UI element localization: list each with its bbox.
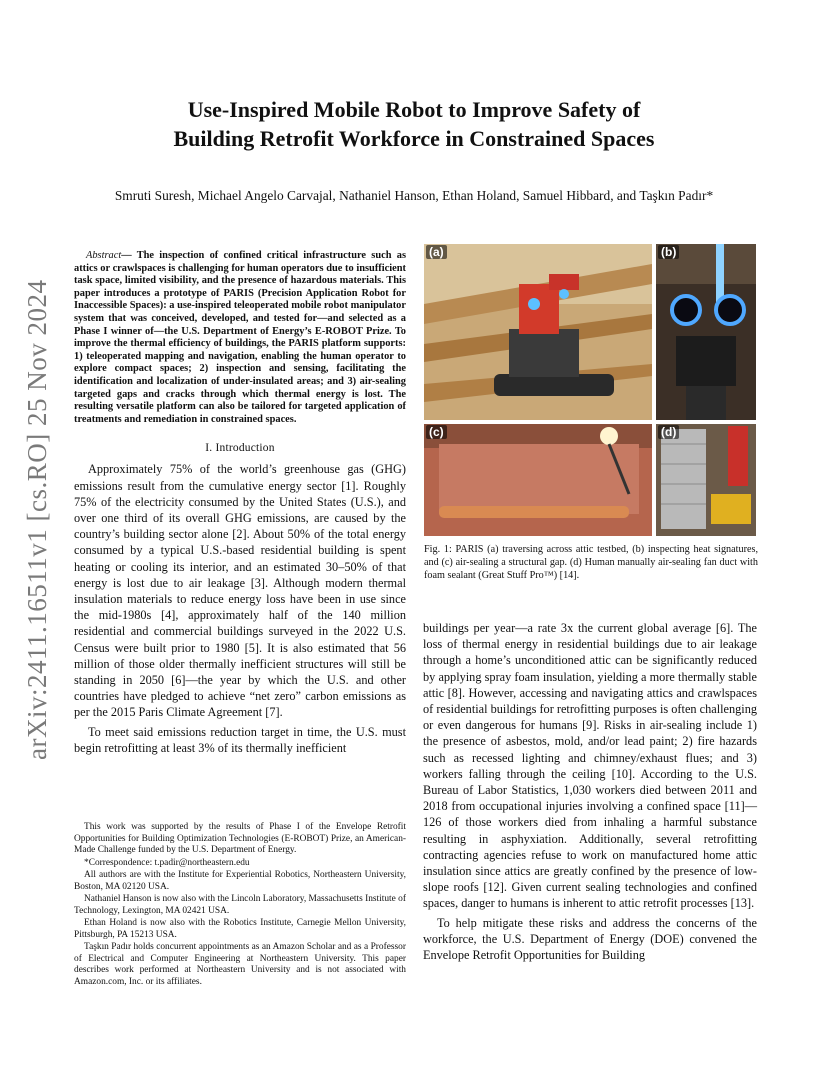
- footnote-holand: Ethan Holand is now also with the Robotics Institute, Carnegie Mellon University, Pittsburgh, PA 15213 USA.: [74, 918, 406, 940]
- footnotes: [74, 822, 406, 989]
- title-line-2: Building Retrofit Workforce in Constrained Spaces: [173, 126, 655, 151]
- paper-title: [100, 95, 728, 153]
- footnote-funding: This work was supported by the results of Phase I of the Envelope Retrofit Opportunities for Building Optimization Technologies (E-ROBOT) Prize, an American-Made Challenge funded by the U.S. Department of Energy.: [74, 822, 406, 855]
- robot-sensor-lights-photo: [656, 244, 756, 420]
- figure-1: [424, 244, 756, 536]
- right-paragraph-1: buildings per year—a rate 3x the current global average [6]. The loss of thermal energy in residential buildings due to air leakage through a home’s unconditioned attic can be significantly reduced by applying spray foam insulation, yielding a more thermally stable attic [8]. However, accessing and navigating attics and crawlspaces of residential buildings for retrofitting purposes is often challenging or even dangerous for humans [9]. Risks in air-sealing include 1) the presence of asbestos, mold, and/or lead paint; 2) fire hazards such as recessed lighting and chimney/exhaust flues; and 3) workers falling through the ceiling [10]. According to the U.S. Bureau of Labor Statistics, 1,030 workers died between 2011 and 2018 from occupational injuries involving a confined space [11]—126 of those workers died from inhaling a harmful substance resulting in asphyxiation. Additionally, several retrofitting contracting agencies refuse to work on manufactured home attic insulation since attics are greatly confined by the presence of low-slope roofs [12]. Given current sealing technologies and confined spaces, danger to humans is inherent to attic retrofit processes [13].: [423, 621, 757, 911]
- panel-label-b: (b): [658, 245, 679, 259]
- abstract-text: — The inspection of confined critical infrastructure such as attics or crawlspaces is challenging for human operators due to insufficient task space, limited visibility, and the presence of hazardous materials. This paper introduces a prototype of PARIS (Precision Application Robot for Inaccessible Spaces): a use-inspired teleoperated mobile robot manipulator system that was conceived, developed, and tested for—and selected as a Phase I winner of—the U.S. Department of Energy’s E-ROBOT Prize. To improve the thermal efficiency of buildings, the PARIS platform supports: 1) teleoperated mapping and navigation, enabling the human operator to explore compact spaces; 2) inspection and sensing, facilitating the identification and localization of under-insulated areas; and 3) air-sealing targeted gaps and cracks through which thermal energy is lost. The resulting versatile platform can also be tailored for targeted application of treatments and remediation in constrained spaces.: [74, 250, 406, 425]
- intro-paragraph-1: Approximately 75% of the world’s greenhouse gas (GHG) emissions result from the cumulative energy sector [1]. Roughly 75% of the electricity consumed by the United States (U.S.), and over one third of its overall GHG emissions, are caused by the country’s building sector alone [2]. About 50% of the total energy consumed by a typical U.S.-based residential building is spent heating or cooling its interior, and an estimated 30–50% of that energy is lost due to air leakage [3]. Although modern thermal insulation materials to reduce energy loss have been in use since the mid-1980s [4], approximately half of the 140 million residential and commercial buildings surveyed in the 2022 U.S. Census were built prior to 1980 [5]. It is also estimated that 56 million of those older thermally inefficient structures will still be standing in 2050 [6]—the year by which the U.S. and other countries have pledged to achieve “net zero” carbon emissions as per the 2015 Paris Climate Agreement [7].: [74, 462, 406, 720]
- air-sealing-gap-photo: [424, 424, 652, 536]
- panel-label-a: (a): [426, 245, 447, 259]
- arxiv-identifier: arXiv:2411.16511v1 [cs.RO] 25 Nov 2024: [22, 279, 52, 760]
- section-heading-introduction: I. Introduction: [205, 442, 275, 455]
- right-paragraph-2: To help mitigate these risks and address the concerns of the workforce, the U.S. Department of Energy (DOE) convened the Envelope Retrofit Opportunities for Building: [423, 915, 757, 963]
- abstract-label: Abstract: [86, 250, 122, 261]
- panel-label-c: (c): [426, 425, 447, 439]
- abstract: [74, 250, 406, 426]
- manual-foam-sealing-photo: [656, 424, 756, 536]
- panel-label-d: (d): [658, 425, 679, 439]
- right-column: [423, 620, 757, 963]
- figure-panel-c: [424, 424, 652, 536]
- title-line-1: Use-Inspired Mobile Robot to Improve Safety of: [187, 97, 641, 122]
- figure-caption: Fig. 1: PARIS (a) traversing across attic testbed, (b) inspecting heat signatures, and (c) air-sealing a structural gap. (d) Human manually air-sealing fan duct with foam sealant (Great Stuff Pro™) [14].: [424, 544, 758, 581]
- figure-panel-d: [656, 424, 756, 536]
- robot-in-attic-photo: [424, 244, 652, 420]
- footnote-correspondence: *Correspondence: t.padir@northeastern.edu: [84, 857, 250, 868]
- figure-panel-a: [424, 244, 652, 420]
- footnote-padir: Taşkın Padır holds concurrent appointments as an Amazon Scholar and as a Professor of Electrical and Computer Engineering at Northeastern University. This paper describes work performed at Northeastern University and is not associated with Amazon.com, Inc. or its affiliates.: [74, 942, 406, 987]
- footnote-affiliation: All authors are with the Institute for Experiential Robotics, Northeastern University, Boston, MA 02120 USA.: [74, 870, 406, 892]
- intro-paragraph-2: To meet said emissions reduction target in time, the U.S. must begin retrofitting at least 3% of its thermally inefficient: [74, 724, 406, 755]
- footnote-hanson: Nathaniel Hanson is now also with the Lincoln Laboratory, Massachusetts Institute of Technology, Lexington, MA 02421 USA.: [74, 894, 406, 916]
- left-column: [74, 250, 406, 756]
- author-list: Smruti Suresh, Michael Angelo Carvajal, Nathaniel Hanson, Ethan Holand, Samuel Hibbard, and Taşkın Padır*: [114, 188, 714, 203]
- figure-panel-b: [656, 244, 756, 420]
